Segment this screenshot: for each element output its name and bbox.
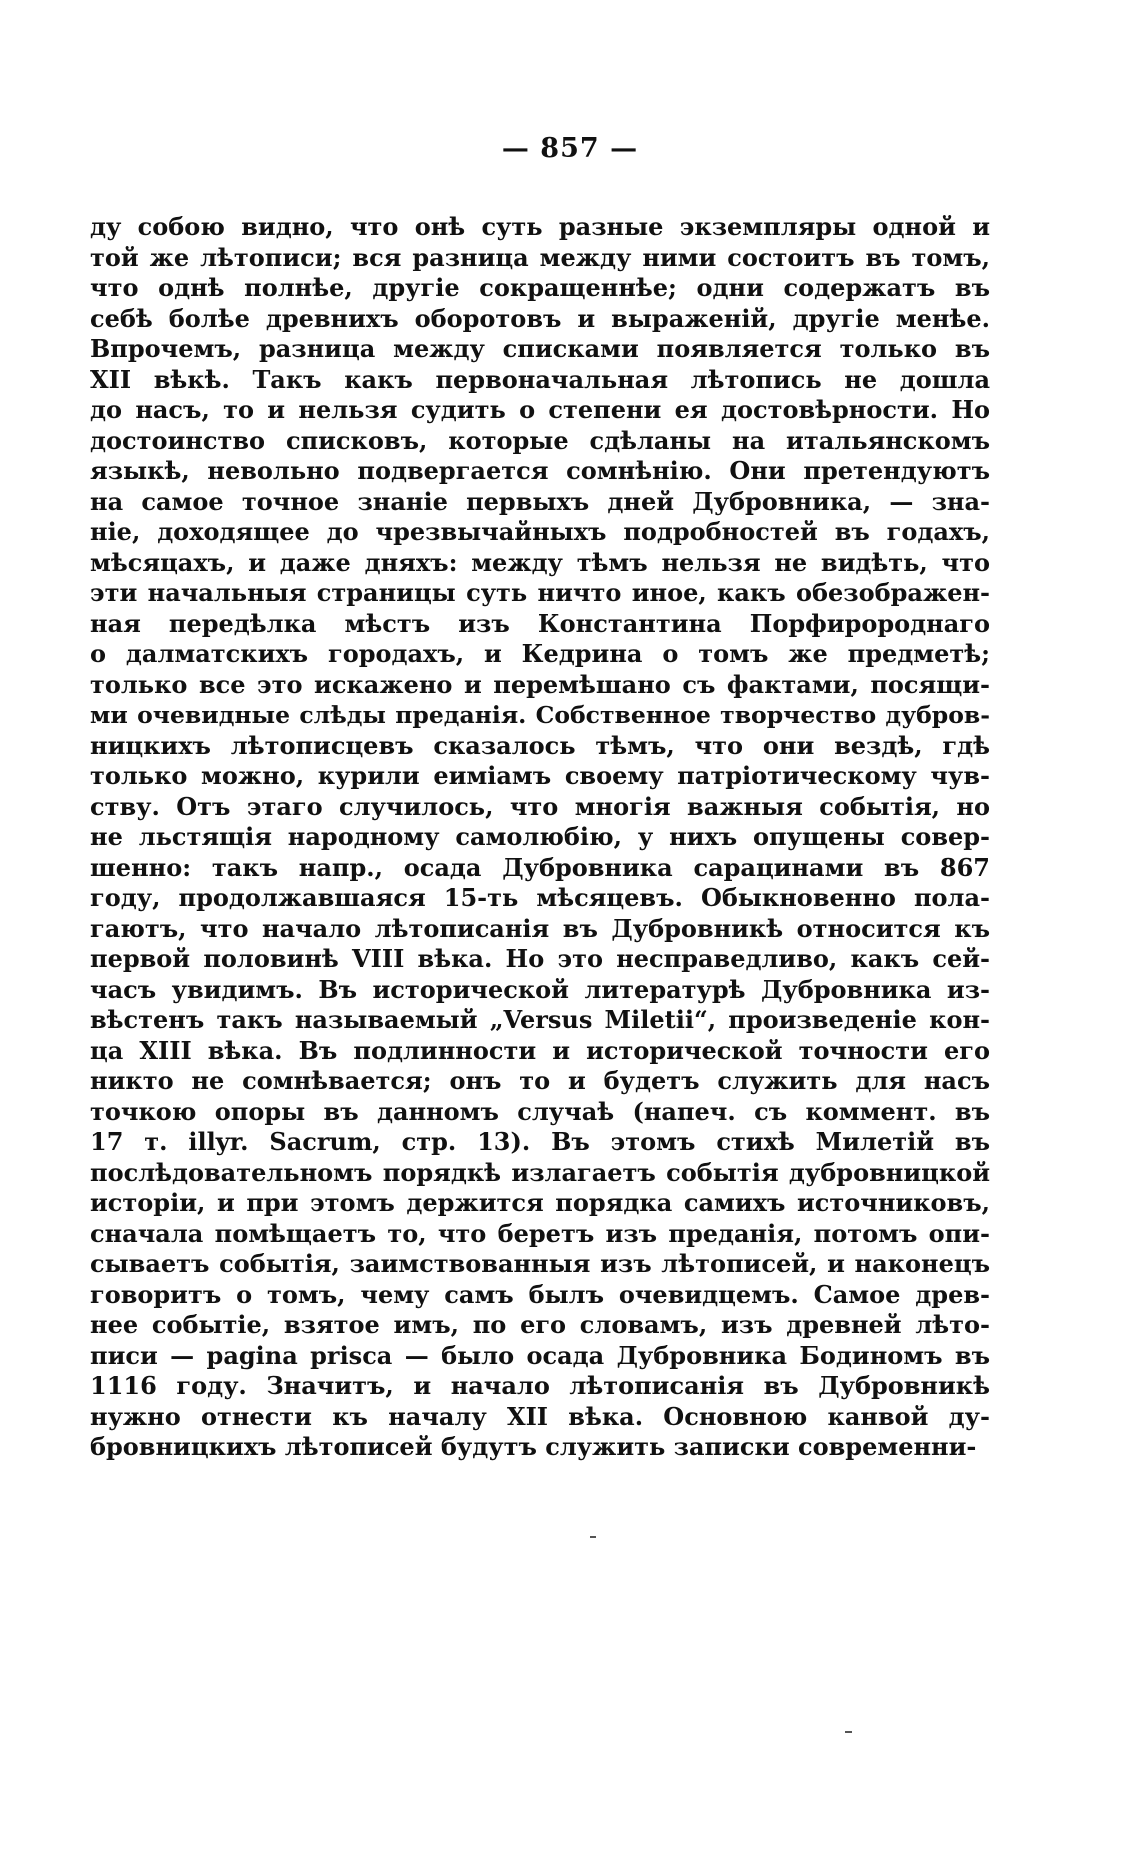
text-line: ду собою видно, что онѣ суть разные экземпляры одной и bbox=[90, 212, 990, 241]
text-line: никто не сомнѣвается; онъ то и будетъ служить для насъ bbox=[90, 1066, 990, 1095]
text-line: писи — pagina prisca — было осада Дубровника Бодиномъ въ bbox=[90, 1340, 990, 1370]
text-line: на самое точное знаніе первыхъ дней Дубровника, — зна- bbox=[90, 486, 990, 516]
text-line: гаютъ, что начало лѣтописанія въ Дубровникѣ относится къ bbox=[90, 913, 990, 943]
text-line: часъ увидимъ. Въ исторической литературѣ Дубровника из- bbox=[90, 974, 990, 1004]
text-line: точкою опоры въ данномъ случаѣ (напеч. съ коммент. въ bbox=[90, 1096, 990, 1126]
text-line: ницкихъ лѣтописцевъ сказалось тѣмъ, что они вездѣ, гдѣ bbox=[90, 730, 990, 760]
text-line: достоинство списковъ, которые сдѣланы на итальянскомъ bbox=[90, 425, 990, 455]
text-line: ми очевидные слѣды преданія. Собственное творчество дубров- bbox=[90, 701, 990, 729]
text-line: только все это искажено и перемѣшано съ фактами, посящи- bbox=[90, 669, 990, 699]
text-line: году, продолжавшаяся 15-ть мѣсяцевъ. Обыкновенно пола- bbox=[90, 883, 990, 912]
body-text bbox=[90, 212, 990, 1463]
text-line: ству. Отъ этаго случилось, что многія важныя событія, но bbox=[90, 791, 990, 821]
text-line: о далматскихъ городахъ, и Кедрина о томъ же предметѣ; bbox=[90, 639, 990, 668]
text-line: послѣдовательномъ порядкѣ излагаетъ событія дубровницкой bbox=[90, 1157, 990, 1187]
text-line: сначала помѣщаетъ то, что беретъ изъ преданія, потомъ опи- bbox=[90, 1218, 990, 1248]
text-line: шенно: такъ напр., осада Дубровника сарацинами въ 867 bbox=[90, 852, 990, 882]
text-line: нужно отнести къ началу XII вѣка. Основною канвой ду- bbox=[90, 1401, 990, 1431]
text-line: только можно, курили еиміамъ своему патріотическому чув- bbox=[90, 761, 990, 790]
text-line: сываетъ событія, заимствованныя изъ лѣтописей, и наконецъ bbox=[90, 1249, 990, 1278]
text-line: той же лѣтописи; вся разница между ними состоитъ въ томъ, bbox=[90, 242, 990, 272]
text-line: не льстящія народному самолюбію, у нихъ опущены совер- bbox=[90, 822, 990, 851]
text-line: говоритъ о томъ, чему самъ былъ очевидцемъ. Самое древ- bbox=[90, 1279, 990, 1309]
scan-speck bbox=[590, 1536, 596, 1538]
text-line: исторіи, и при этомъ держится порядка самихъ источниковъ, bbox=[90, 1188, 990, 1217]
text-line: что однѣ полнѣе, другіе сокращеннѣе; одни содержатъ въ bbox=[90, 273, 990, 302]
text-line: эти начальныя страницы суть ничто иное, какъ обезображен- bbox=[90, 578, 990, 607]
page-number: — 857 — bbox=[501, 133, 639, 164]
text-line: до насъ, то и нельзя судить о степени ея достовѣрности. Но bbox=[90, 395, 990, 424]
text-line: 17 т. illyr. Sacrum, стр. 13). Въ этомъ стихѣ Милетій въ bbox=[90, 1127, 990, 1156]
text-line: Впрочемъ, разница между списками появляется только въ bbox=[90, 334, 990, 363]
text-line: XII вѣкѣ. Такъ какъ первоначальная лѣтопись не дошла bbox=[90, 364, 990, 394]
text-line: ца XIII вѣка. Въ подлинности и исторической точности его bbox=[90, 1035, 990, 1065]
text-line: бровницкихъ лѣтописей будутъ служить записки современни- bbox=[90, 1432, 977, 1461]
text-line: первой половинѣ VIII вѣка. Но это несправедливо, какъ сей- bbox=[90, 944, 990, 973]
text-line: ная передѣлка мѣстъ изъ Константина Порфиророднаго bbox=[90, 608, 990, 638]
text-line: себѣ болѣе древнихъ оборотовъ и выраженій, другіе менѣе. bbox=[90, 303, 990, 333]
text-line: вѣстенъ такъ называемый „Versus Miletii“, произведеніе кон- bbox=[90, 1005, 990, 1034]
scan-speck bbox=[845, 1731, 852, 1733]
text-line: 1116 году. Значитъ, и начало лѣтописанія въ Дубровникѣ bbox=[90, 1371, 990, 1400]
text-line: языкѣ, невольно подвергается сомнѣнію. Они претендуютъ bbox=[90, 456, 990, 485]
text-line: ніе, доходящее до чрезвычайныхъ подробностей въ годахъ, bbox=[90, 517, 990, 546]
text-line: мѣсяцахъ, и даже дняхъ: между тѣмъ нельзя не видѣть, что bbox=[90, 547, 990, 577]
text-line: нее событіе, взятое имъ, по его словамъ, изъ древней лѣто- bbox=[90, 1310, 990, 1339]
